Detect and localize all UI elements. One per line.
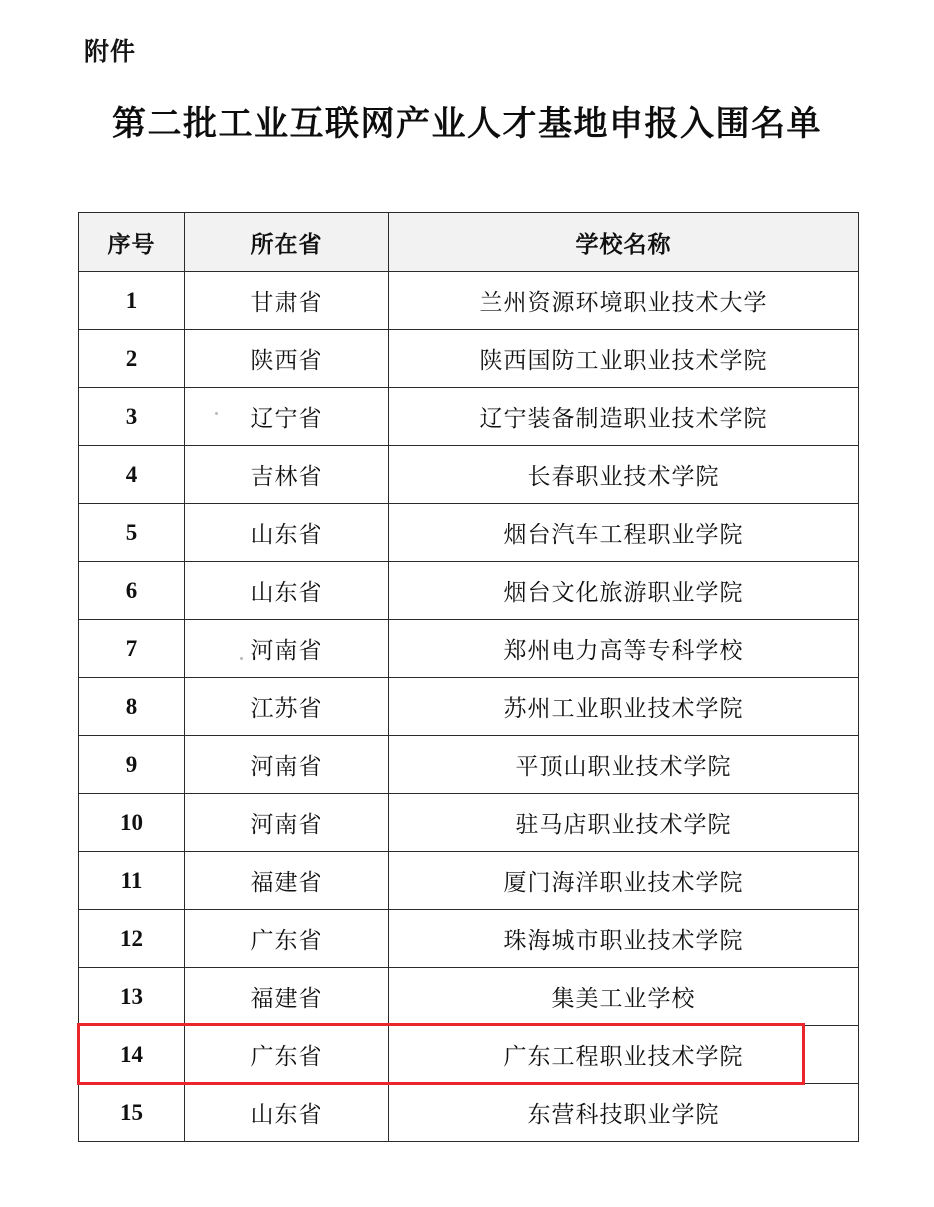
column-header-index: 序号	[79, 213, 185, 272]
cell-school: 苏州工业职业技术学院	[389, 678, 859, 736]
column-header-school: 学校名称	[389, 213, 859, 272]
table-row	[79, 968, 859, 1026]
cell-province: 河南省	[185, 794, 389, 852]
cell-province: 甘肃省	[185, 272, 389, 330]
table-row	[79, 1084, 859, 1142]
table-row	[79, 620, 859, 678]
cell-school: 郑州电力高等专科学校	[389, 620, 859, 678]
cell-province: 陕西省	[185, 330, 389, 388]
scan-artifact-dot	[215, 412, 218, 415]
cell-province: 山东省	[185, 562, 389, 620]
cell-province: 广东省	[185, 1026, 389, 1084]
cell-school: 陕西国防工业职业技术学院	[389, 330, 859, 388]
cell-index: 14	[79, 1026, 185, 1084]
cell-school: 珠海城市职业技术学院	[389, 910, 859, 968]
cell-index: 12	[79, 910, 185, 968]
table-row	[79, 330, 859, 388]
cell-province: 山东省	[185, 504, 389, 562]
cell-index: 1	[79, 272, 185, 330]
cell-school: 长春职业技术学院	[389, 446, 859, 504]
cell-index: 9	[79, 736, 185, 794]
cell-province: 山东省	[185, 1084, 389, 1142]
table-row	[79, 446, 859, 504]
cell-index: 7	[79, 620, 185, 678]
cell-province: 广东省	[185, 910, 389, 968]
table-row	[79, 678, 859, 736]
cell-index: 6	[79, 562, 185, 620]
table-row	[79, 272, 859, 330]
table-body	[79, 272, 859, 1142]
cell-province: 江苏省	[185, 678, 389, 736]
page-title: 第二批工业互联网产业人才基地申报入围名单	[112, 106, 822, 143]
cell-index: 10	[79, 794, 185, 852]
cell-school: 广东工程职业技术学院	[389, 1026, 859, 1084]
cell-school: 集美工业学校	[389, 968, 859, 1026]
cell-province: 河南省	[185, 620, 389, 678]
cell-school: 烟台汽车工程职业学院	[389, 504, 859, 562]
table-row	[79, 852, 859, 910]
cell-school: 驻马店职业技术学院	[389, 794, 859, 852]
table-row	[79, 910, 859, 968]
cell-index: 4	[79, 446, 185, 504]
cell-province: 福建省	[185, 968, 389, 1026]
cell-province: 辽宁省	[185, 388, 389, 446]
cell-index: 11	[79, 852, 185, 910]
cell-province: 福建省	[185, 852, 389, 910]
table-row	[79, 794, 859, 852]
cell-school: 东营科技职业学院	[389, 1084, 859, 1142]
listing-table	[78, 212, 859, 1142]
table-row	[79, 736, 859, 794]
cell-index: 13	[79, 968, 185, 1026]
cell-province: 吉林省	[185, 446, 389, 504]
column-header-province: 所在省	[185, 213, 389, 272]
table-row	[79, 388, 859, 446]
table-header-row	[79, 213, 859, 272]
cell-index: 2	[79, 330, 185, 388]
cell-school: 兰州资源环境职业技术大学	[389, 272, 859, 330]
cell-school: 烟台文化旅游职业学院	[389, 562, 859, 620]
attachment-label: 附件	[84, 39, 137, 66]
listing-table-container	[78, 212, 858, 1142]
cell-index: 5	[79, 504, 185, 562]
table-row	[79, 504, 859, 562]
table-row-highlighted	[79, 1026, 859, 1084]
scan-artifact-dot	[240, 657, 243, 660]
table-row	[79, 562, 859, 620]
cell-index: 15	[79, 1084, 185, 1142]
cell-school: 厦门海洋职业技术学院	[389, 852, 859, 910]
cell-index: 8	[79, 678, 185, 736]
cell-school: 平顶山职业技术学院	[389, 736, 859, 794]
cell-index: 3	[79, 388, 185, 446]
cell-province: 河南省	[185, 736, 389, 794]
cell-school: 辽宁装备制造职业技术学院	[389, 388, 859, 446]
